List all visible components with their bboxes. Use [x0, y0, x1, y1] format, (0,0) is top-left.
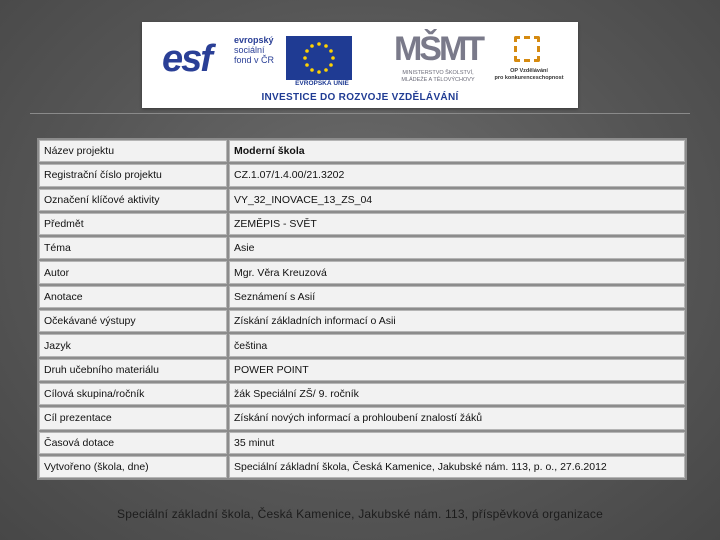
msmt-logo-mark: MŠMT: [393, 30, 483, 68]
op-logo-mark-icon: [514, 36, 540, 62]
row-label: Registrační číslo projektu: [39, 164, 227, 186]
row-value: 35 minut: [229, 432, 685, 454]
logo-row: [142, 22, 578, 92]
row-label: Očekávané výstupy: [39, 310, 227, 332]
footer-text: Speciální základní škola, Česká Kamenice, Jakubské nám. 113, příspěvková organizace: [117, 507, 603, 521]
op-text-line1: OP Vzdělávání: [510, 68, 548, 74]
op-text-line2: pro konkurenceschopnost: [494, 75, 564, 81]
row-label: Anotace: [39, 286, 227, 308]
eu-flag-icon: [286, 36, 352, 80]
table-row: [39, 140, 685, 162]
logo-banner: [142, 22, 578, 108]
esf-text-line1: evropský: [234, 35, 274, 45]
row-value: Mgr. Věra Kreuzová: [229, 261, 685, 283]
row-value: žák Speciální ZŠ/ 9. ročník: [229, 383, 685, 405]
row-value: Seznámení s Asií: [229, 286, 685, 308]
table-row: [39, 407, 685, 429]
row-label: Téma: [39, 237, 227, 259]
row-value: ZEMĚPIS - SVĚT: [229, 213, 685, 235]
project-info-table: [37, 138, 687, 480]
row-label: Autor: [39, 261, 227, 283]
table-row: [39, 310, 685, 332]
row-value: Asie: [229, 237, 685, 259]
msmt-logo: [388, 30, 488, 90]
table-row: [39, 286, 685, 308]
op-logo: [494, 36, 564, 90]
msmt-logo-text: [388, 70, 488, 84]
op-logo-text: [494, 68, 564, 82]
row-value: čeština: [229, 334, 685, 356]
row-label: Časová dotace: [39, 432, 227, 454]
table-row: [39, 334, 685, 356]
row-value: CZ.1.07/1.4.00/21.3202: [229, 164, 685, 186]
row-label: Předmět: [39, 213, 227, 235]
row-value: POWER POINT: [229, 359, 685, 381]
header-divider: [30, 113, 690, 114]
row-value: Získání základních informací o Asii: [229, 310, 685, 332]
row-label: Cíl prezentace: [39, 407, 227, 429]
row-label: Cílová skupina/ročník: [39, 383, 227, 405]
row-label: Označení klíčové aktivity: [39, 189, 227, 211]
esf-text-line3: fond v ČR: [234, 55, 275, 65]
row-value: Získání nových informací a prohloubení znalostí žáků: [229, 407, 685, 429]
esf-text-line2: sociální: [234, 45, 265, 55]
row-value: Speciální základní škola, Česká Kamenice, Jakubské nám. 113, p. o., 27.6.2012: [229, 456, 685, 478]
table-row: [39, 359, 685, 381]
row-label: Druh učebního materiálu: [39, 359, 227, 381]
table-row: [39, 213, 685, 235]
table-row: [39, 432, 685, 454]
table-row: [39, 237, 685, 259]
table-row: [39, 456, 685, 478]
msmt-text-line1: MINISTERSTVO ŠKOLSTVÍ,: [402, 70, 474, 76]
esf-logo-mark: esf: [162, 38, 211, 80]
row-label: Jazyk: [39, 334, 227, 356]
row-label: Vytvořeno (škola, dne): [39, 456, 227, 478]
row-value: Moderní škola: [229, 140, 685, 162]
table-row: [39, 383, 685, 405]
msmt-text-line2: MLÁDEŽE A TĚLOVÝCHOVY: [401, 77, 475, 83]
table-row: [39, 189, 685, 211]
row-label: Název projektu: [39, 140, 227, 162]
table-row: [39, 261, 685, 283]
eu-caption: EVROPSKÁ UNIE: [295, 80, 349, 87]
row-value: VY_32_INOVACE_13_ZS_04: [229, 189, 685, 211]
investment-slogan: INVESTICE DO ROZVOJE VZDĚLÁVÁNÍ: [261, 92, 459, 103]
table-row: [39, 164, 685, 186]
